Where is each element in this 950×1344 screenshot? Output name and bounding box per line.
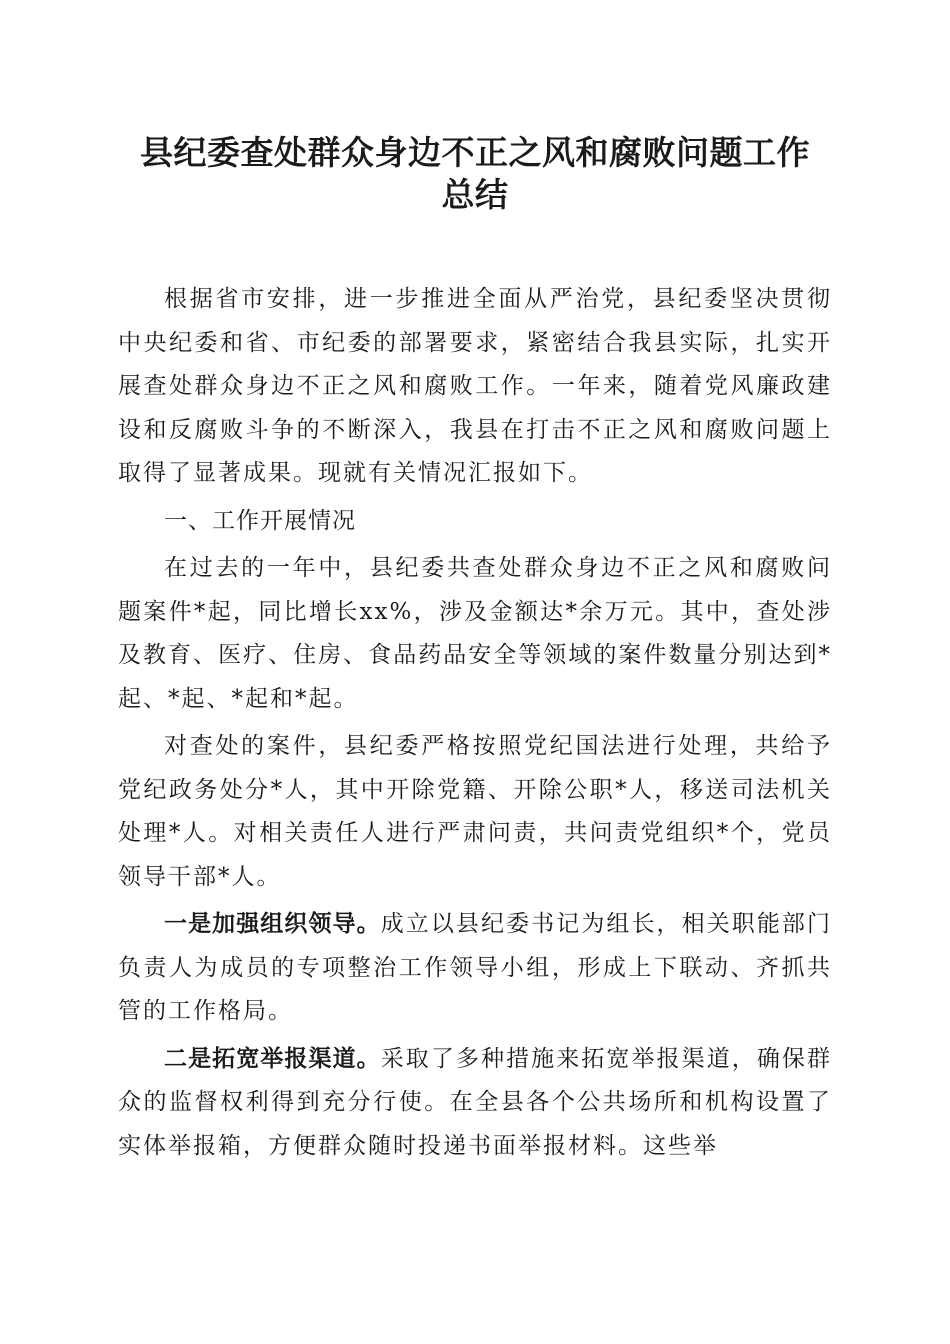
case-statistics-paragraph: 在过去的一年中，县纪委共查处群众身边不正之风和腐败问题案件*起，同比增长xx%，涉及金额达*余万元。其中，查处涉及教育、医疗、住房、食品药品安全等领域的案件数量分别达到*起、*起、*起和*起。 (118, 555, 832, 712)
title-line-2: 总结 (441, 175, 509, 214)
point-reporting-channels (118, 1038, 832, 1169)
disciplinary-actions-paragraph: 对查处的案件，县纪委严格按照党纪国法进行处理，共给予党纪政务处分*人，其中开除党籍、开除公职*人，移送司法机关处理*人。对相关责任人进行严肃问责，共问责党组织*个，党员领导干部*人。 (118, 733, 832, 890)
document-title (118, 132, 832, 216)
point-1-lead: 一是加强组织领导。 (164, 911, 381, 937)
intro-paragraph: 根据省市安排，进一步推进全面从严治党，县纪委坚决贯彻中央纪委和省、市纪委的部署要求，紧密结合我县实际，扎实开展查处群众身边不正之风和腐败工作。一年来，随着党风廉政建设和反腐败斗争的不断深入，我县在打击不正之风和腐败问题上取得了显著成果。现就有关情况汇报如下。 (118, 286, 832, 486)
point-organization-leadership (118, 903, 832, 1034)
document-body (118, 278, 832, 1168)
point-2-lead: 二是拓宽举报渠道。 (164, 1045, 381, 1072)
title-line-1: 县纪委查处群众身边不正之风和腐败问题工作 (140, 133, 810, 172)
point-2-text: 采取了多种措施来拓宽举报渠道，确保群众的监督权利得到充分行使。在全县各个公共场所和机构设置了实体举报箱，方便群众随时投递书面举报材料。这些举 (118, 1045, 833, 1159)
point-1-text: 成立以县纪委书记为组长，相关职能部门负责人为成员的专项整治工作领导小组，形成上下联动、齐抓共管的工作格局。 (118, 911, 833, 1024)
section-heading: 一、工作开展情况 (164, 507, 356, 534)
